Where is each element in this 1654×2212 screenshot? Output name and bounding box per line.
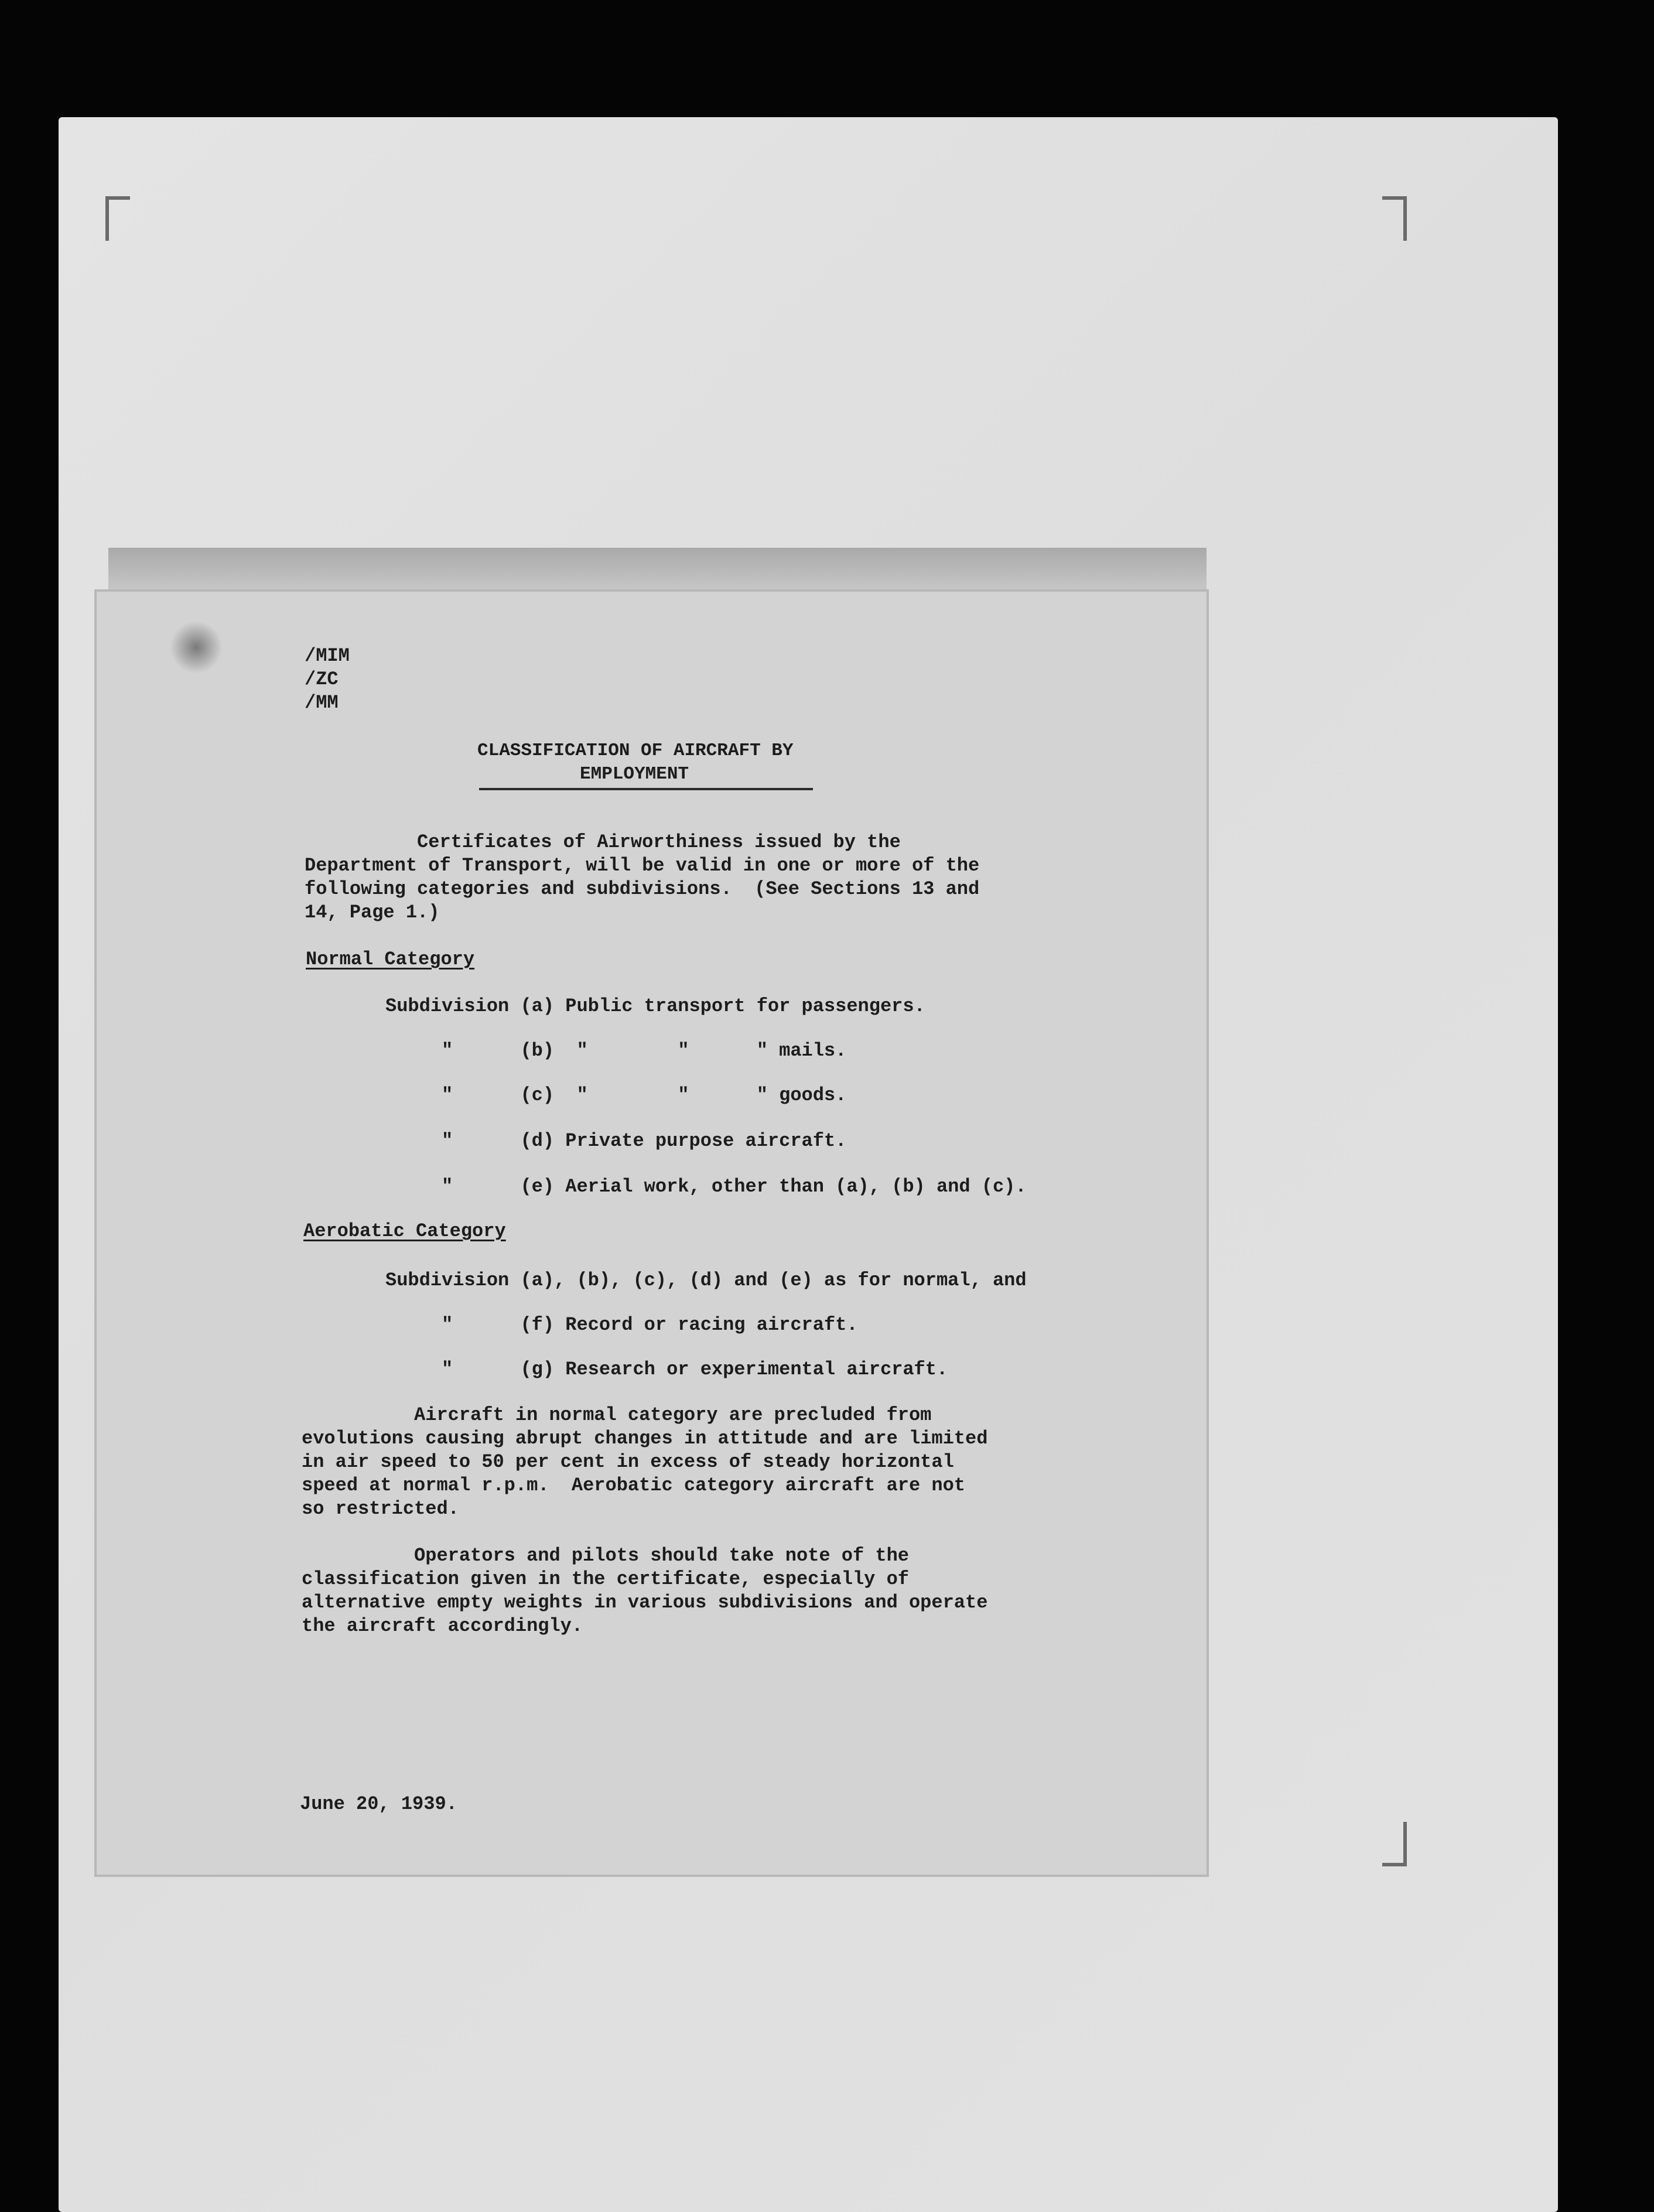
paragraph-line: the aircraft accordingly.: [302, 1615, 583, 1637]
title-underline: [479, 788, 813, 790]
paragraph-line: speed at normal r.p.m. Aerobatic category aircraft are not: [302, 1474, 965, 1496]
corner-mark-top-right: [1382, 196, 1407, 241]
normal-subdivision: " (e) Aerial work, other than (a), (b) and (c).: [385, 1176, 1027, 1197]
normal-subdivision: " (d) Private purpose aircraft.: [385, 1130, 847, 1152]
paragraph-line: Operators and pilots should take note of the: [302, 1545, 909, 1566]
sheet-top-edge: [108, 548, 1207, 593]
corner-mark-top-left: [105, 196, 130, 241]
document-title-line2: EMPLOYMENT: [580, 764, 689, 784]
normal-category-heading: Normal Category: [306, 948, 475, 970]
paragraph-line: classification given in the certificate, especially of: [302, 1568, 909, 1590]
paragraph-line: alternative empty weights in various subdivisions and operate: [302, 1592, 988, 1613]
intro-line: 14, Page 1.): [305, 902, 440, 923]
document-title: CLASSIFICATION OF AIRCRAFT BY: [477, 740, 794, 761]
paragraph-line: evolutions causing abrupt changes in attitude and are limited: [302, 1428, 988, 1449]
normal-subdivision: " (b) " " " mails.: [385, 1040, 847, 1061]
aerobatic-subdivision: " (g) Research or experimental aircraft.: [385, 1358, 948, 1380]
initials-line: /MIM: [305, 645, 350, 667]
intro-line: Department of Transport, will be valid in one or more of the: [305, 855, 980, 876]
intro-line: following categories and subdivisions. (See Sections 13 and: [305, 878, 980, 900]
ink-smudge: [170, 621, 223, 674]
aerobatic-subdivision: " (f) Record or racing aircraft.: [385, 1314, 858, 1336]
paragraph-line: so restricted.: [302, 1498, 459, 1520]
intro-line: Certificates of Airworthiness issued by the: [305, 831, 901, 853]
corner-mark-bottom-right: [1382, 1822, 1407, 1866]
paragraph-line: in air speed to 50 per cent in excess of steady horizontal: [302, 1451, 954, 1473]
initials-line: /ZC: [305, 668, 339, 690]
normal-subdivision: Subdivision (a) Public transport for passengers.: [385, 995, 925, 1017]
document-date: June 20, 1939.: [300, 1793, 457, 1815]
aerobatic-category-heading: Aerobatic Category: [303, 1220, 506, 1242]
aerobatic-subdivision: Subdivision (a), (b), (c), (d) and (e) as for normal, and: [385, 1269, 1027, 1291]
initials-line: /MM: [305, 692, 339, 714]
normal-subdivision: " (c) " " " goods.: [385, 1084, 847, 1106]
paragraph-line: Aircraft in normal category are precluded from: [302, 1404, 932, 1426]
